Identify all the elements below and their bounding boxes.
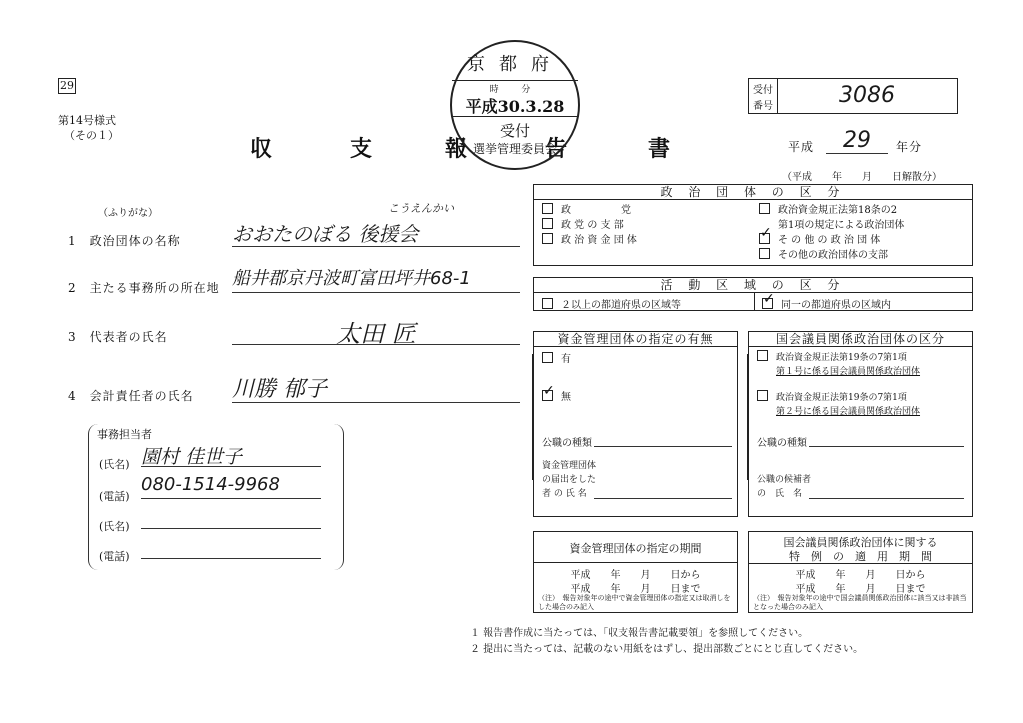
fund-period-title: 資金管理団体の指定の期間	[569, 542, 702, 555]
checkbox-checked[interactable]	[542, 390, 553, 401]
category-option-party: 政 党	[542, 203, 637, 218]
stamp-time: 時 分	[489, 85, 541, 95]
footnote-2: ２ 提出に当たっては、記載のない用紙をはずし、提出部数ごとにとじ直してください。	[470, 644, 864, 655]
checkbox-checked[interactable]	[762, 298, 773, 309]
diet-candidate2: の 氏 名	[757, 489, 803, 499]
checkbox[interactable]	[542, 352, 553, 363]
fund-mgmt-yes: 有	[542, 350, 571, 365]
category-option-article18-cont: 第1項の規定による政治団体	[778, 220, 905, 231]
category-title: 政 治 団 体 の 区 分	[534, 185, 972, 200]
office-tel-label: (電話)	[99, 490, 130, 503]
category-box	[533, 184, 973, 266]
receipt-number: 3086	[839, 83, 895, 108]
footnote-1: １ 報告書作成に当たっては、「収支報告書記載要領」を参照してください。	[470, 628, 809, 639]
office-tel-value: 080-1514-9968	[141, 474, 321, 499]
checkbox-checked[interactable]	[759, 233, 770, 244]
office-name-value: 園村 佳世子	[141, 442, 321, 467]
form-name: 第14号様式	[58, 114, 116, 127]
checkbox[interactable]	[757, 350, 768, 361]
category-option-article18: 政治資金規正法第18条の2	[759, 203, 904, 218]
diet-group-box	[748, 331, 973, 517]
fund-mgmt-no: ✓無	[542, 388, 571, 403]
checkbox[interactable]	[542, 203, 553, 214]
form-sub: （その１）	[64, 129, 119, 142]
special-from: 平成 年 月 日から	[795, 570, 926, 581]
office-title: 事務担当者	[97, 428, 152, 441]
diet-option-2: 政治資金規正法第19条の7第1項 第２号に係る国会議員関係政治団体	[757, 390, 920, 419]
receipt-number-box	[748, 78, 958, 114]
special-to: 平成 年 月 日まで	[795, 584, 926, 595]
activity-box	[533, 277, 973, 311]
date-line: （平成 年 月 日解散分）	[782, 172, 942, 183]
office-tel-label-2: (電話)	[99, 550, 130, 563]
field-label-accountant: 4 会計責任者の氏名	[68, 389, 194, 403]
checkbox[interactable]	[542, 298, 553, 309]
fund-period-to: 平成 年 月 日まで	[570, 584, 701, 595]
office-name-line-2	[141, 528, 321, 529]
diet-option-1: 政治資金規正法第19条の7第1項 第１号に係る国会議員関係政治団体	[757, 350, 920, 379]
furigana-label: （ふりがな）	[98, 208, 158, 219]
checkbox[interactable]	[542, 218, 553, 229]
page-number: 29	[60, 79, 74, 92]
receipt-stamp	[450, 40, 580, 170]
receipt-label1: 受付	[753, 85, 773, 96]
fund-mgmt-notifier1: 資金管理団体	[542, 461, 597, 471]
furigana-value: こうえんかい	[388, 202, 454, 215]
receipt-label2: 番号	[753, 101, 773, 112]
fund-mgmt-title: 資金管理団体の指定の有無	[534, 332, 737, 347]
field-value-address: 船井郡京丹波町富田坪井68-1	[232, 264, 520, 293]
fund-mgmt-office-type: 公職の種類	[542, 438, 592, 449]
field-label-name: 1 政治団体の名称	[68, 234, 181, 248]
diet-title: 国会議員関係政治団体の区分	[749, 332, 972, 347]
office-tel-line-2	[141, 558, 321, 559]
activity-option-single: ✓ 同一の都道府県の区域内	[762, 296, 891, 311]
fund-period-box	[533, 531, 738, 613]
title-char-3: 報	[445, 136, 468, 162]
office-name-label: (氏名)	[99, 458, 130, 471]
special-title2: 特 例 の 適 用 期 間	[789, 550, 932, 563]
title-char-2: 支	[350, 136, 373, 162]
special-title1: 国会議員関係政治団体に関する	[783, 536, 938, 549]
activity-option-multi: ２以上の都道府県の区域等	[542, 296, 681, 311]
category-option-party-branch: 政 党 の 支 部	[542, 218, 637, 233]
category-option-other-branch: その他の政治団体の支部	[759, 248, 904, 263]
field-label-address: 2 主たる事務所の所在地	[68, 281, 220, 295]
field-value-accountant: 川勝 郁子	[232, 372, 520, 403]
field-value-name: おおたのぼる 後援会	[232, 218, 520, 247]
checkbox[interactable]	[542, 233, 553, 244]
field-value-representative: 太田 匠	[232, 314, 520, 345]
checkbox[interactable]	[759, 203, 770, 214]
fund-mgmt-notifier3: 者 の 氏 名	[542, 489, 587, 499]
category-right-list	[759, 203, 904, 263]
fund-period-note: （注） 報告対象年の途中で資金管理団体の指定又は取消しをした場合のみ記入	[538, 594, 731, 611]
diet-candidate1: 公職の候補者	[757, 475, 812, 485]
category-option-fund-group: 政 治 資 金 団 体	[542, 233, 637, 248]
diet-office-type: 公職の種類	[757, 438, 807, 449]
fund-mgmt-notifier2: の届出をした	[542, 475, 597, 485]
category-left-list	[542, 203, 637, 248]
fund-period-from: 平成 年 月 日から	[570, 570, 701, 581]
special-note: （注） 報告対象年の途中で国会議員関係政治団体に該当又は非該当となった場合のみ記入	[753, 594, 967, 611]
checkbox[interactable]	[757, 390, 768, 401]
activity-title: 活 動 区 域 の 区 分	[534, 278, 972, 293]
stamp-text2: 選挙管理委員会	[472, 142, 557, 156]
office-contact	[88, 424, 344, 570]
title-char-5: 書	[648, 136, 671, 162]
stamp-text1: 受付	[499, 122, 530, 140]
year-suffix: 年分	[896, 140, 923, 154]
category-option-other: ✓そ の 他 の 政 治 団 体	[759, 233, 904, 248]
office-name-label-2: (氏名)	[99, 520, 130, 533]
year-era: 平成	[788, 140, 815, 154]
special-period-box	[748, 531, 973, 613]
title-char-4: 告	[545, 136, 568, 162]
checkbox[interactable]	[759, 248, 770, 259]
stamp-date: 平成30.3.28	[465, 97, 565, 116]
fund-mgmt-box	[533, 331, 738, 517]
year-value: 29	[826, 128, 888, 154]
stamp-org: 京都府	[467, 54, 563, 75]
field-label-representative: 3 代表者の氏名	[68, 330, 168, 344]
title-char-1: 収	[250, 136, 273, 162]
